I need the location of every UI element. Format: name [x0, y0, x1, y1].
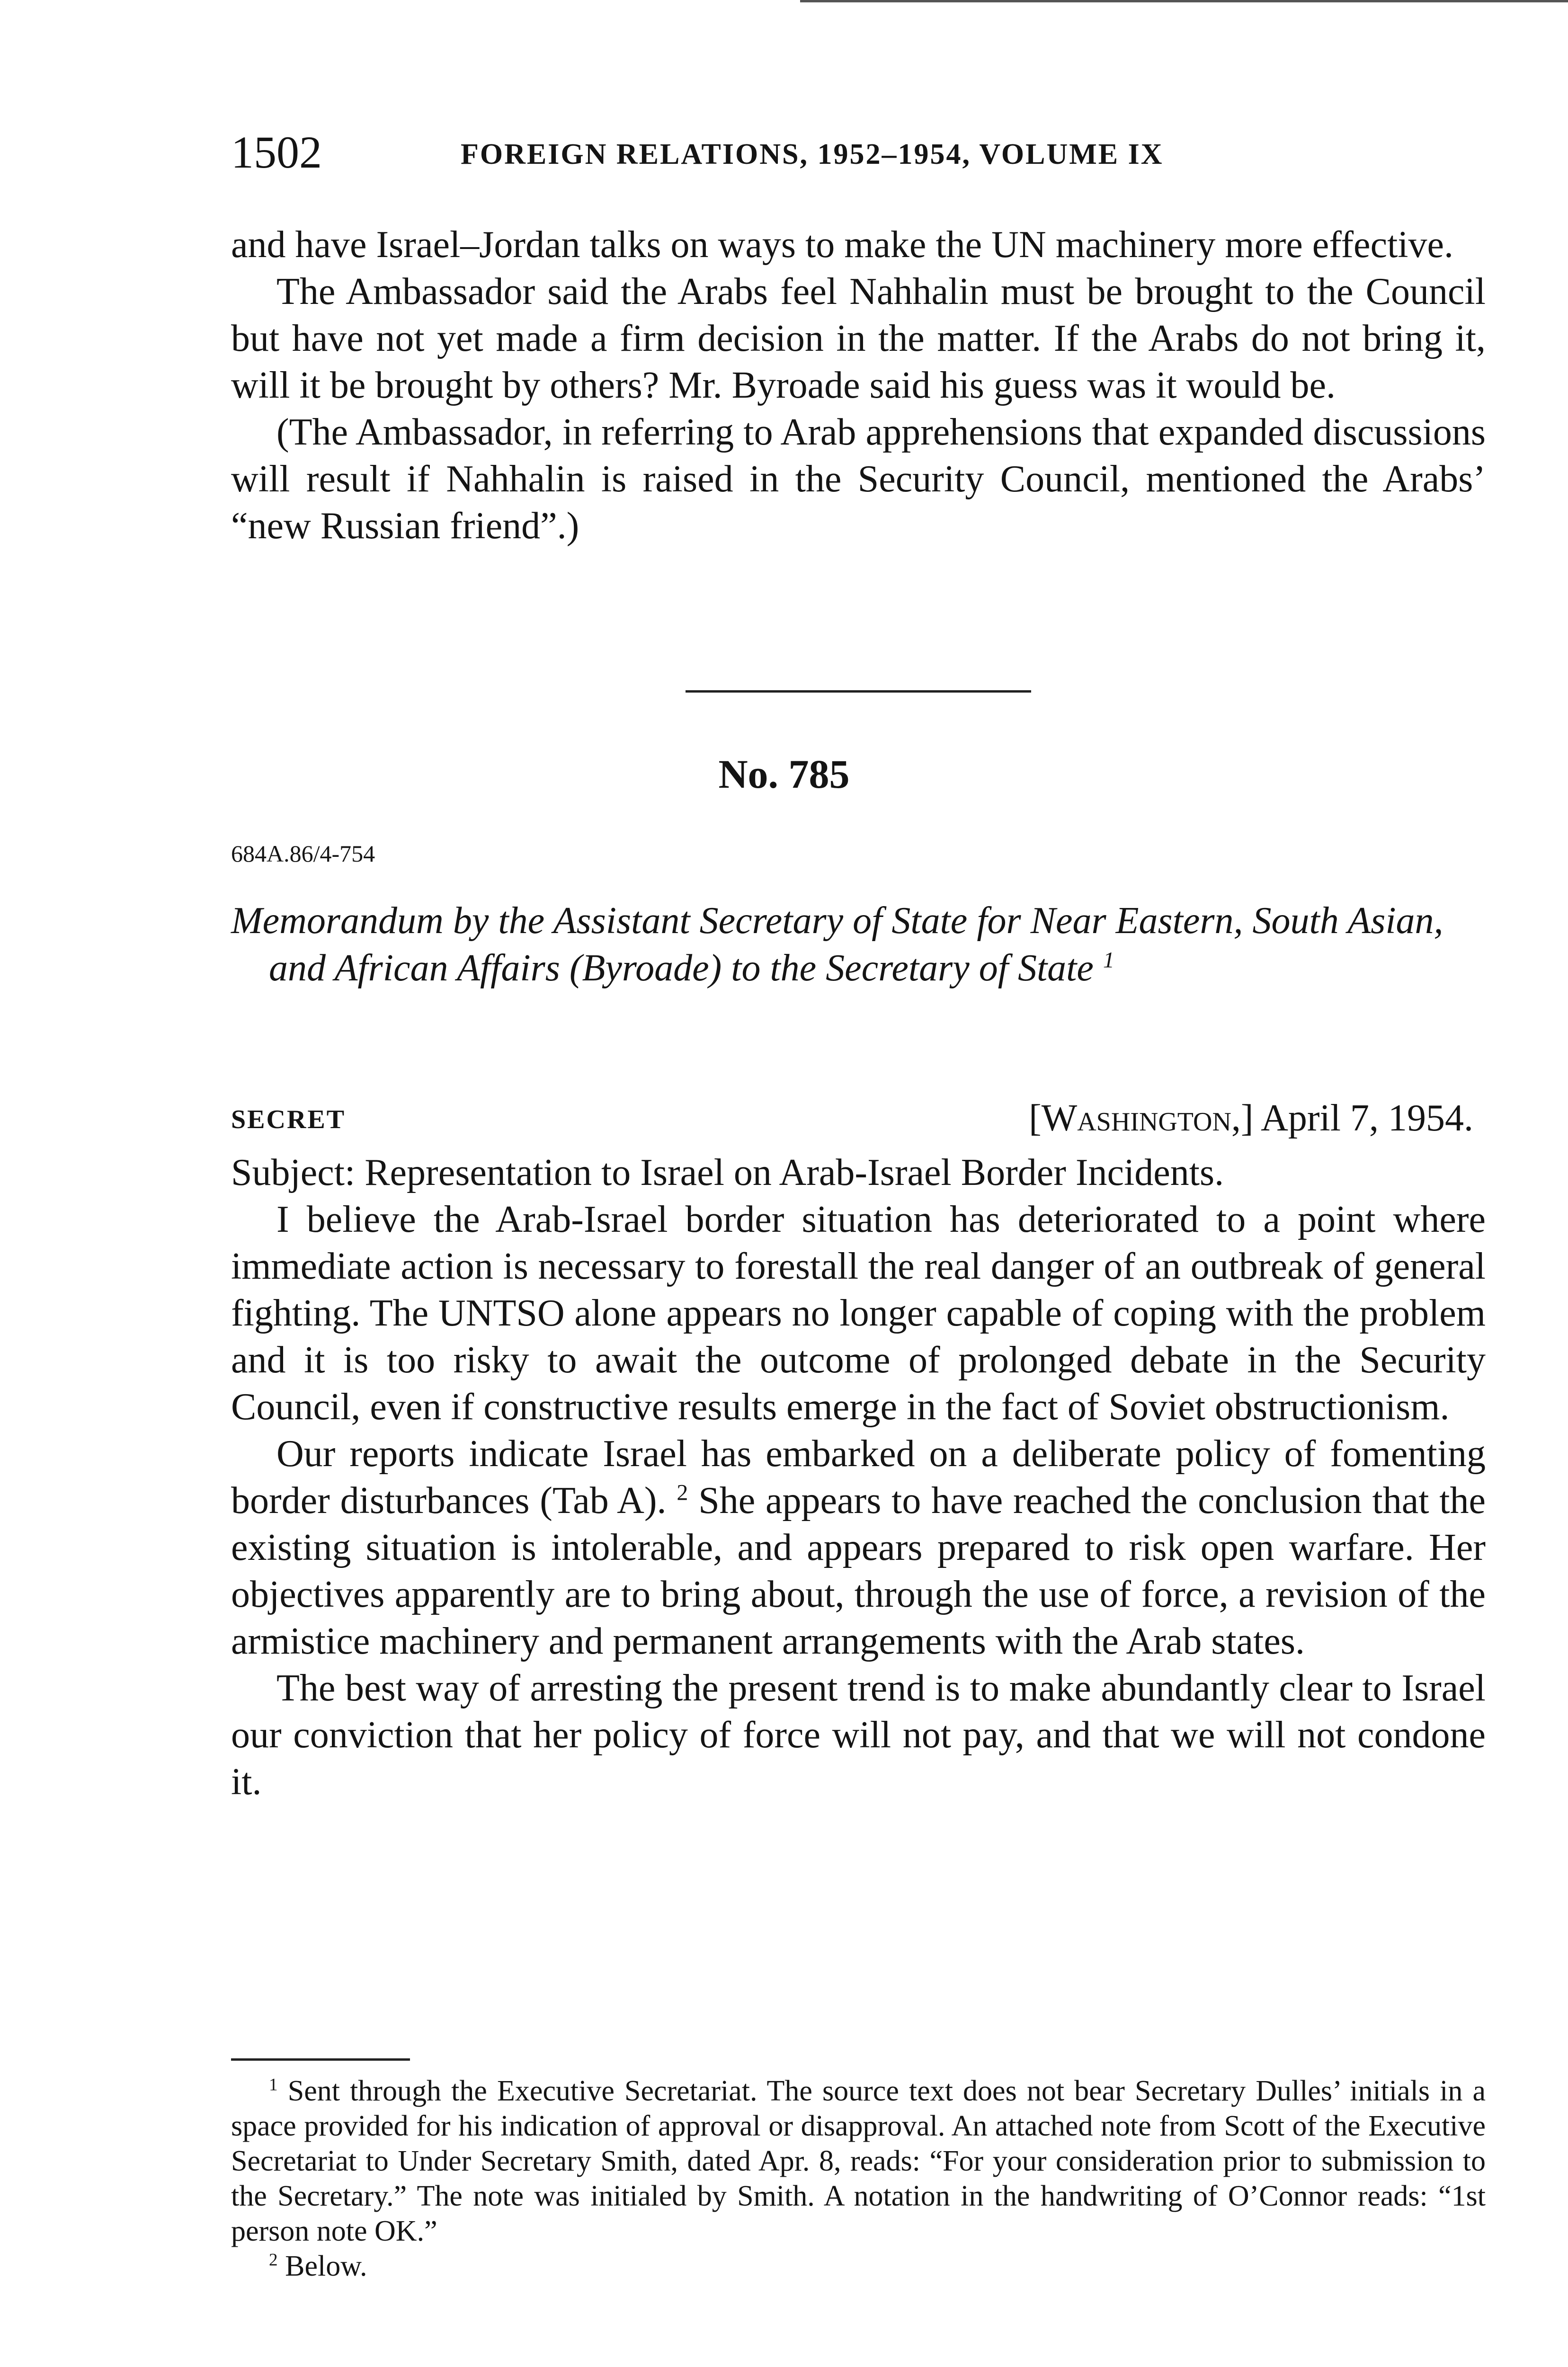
- footnote-ref: 2: [677, 1480, 688, 1505]
- footnote: [231, 2073, 1486, 2249]
- classification-marking: SECRET: [231, 1105, 346, 1134]
- page-number: 1502: [231, 127, 322, 178]
- section-divider: [686, 690, 1031, 693]
- document-number: No. 785: [718, 751, 850, 797]
- paragraph: (The Ambassador, in referring to Arab apprehensions that expanded discussions will result if Nahhalin is raised in the Security Council, mentioned the Arabs’ “new Russian friend”.): [231, 411, 1486, 547]
- paragraph: The best way of arresting the present trend is to make abundantly clear to Israel our conviction that her policy of force will not pay, and that we will not condone it.: [231, 1667, 1486, 1803]
- continued-text: [231, 222, 1486, 550]
- paragraph-text: She appears to have reached the conclusion that the existing situation is intolerable, and appears prepared to risk open warfare. Her objectives apparently are to bring about, through the use of force, a revision of the armistice machinery and permanent arrangements with the Arab states.: [231, 1480, 1486, 1662]
- page-header: [231, 124, 1481, 181]
- footnote-rule: [231, 2058, 410, 2061]
- document-title: [231, 897, 1486, 992]
- footnote: [231, 2249, 1486, 2284]
- paragraph: [231, 1431, 1486, 1665]
- footnote-ref: 1: [1103, 947, 1114, 973]
- footnote-mark: 1: [269, 2075, 278, 2095]
- paragraph: The Ambassador said the Arabs feel Nahhalin must be brought to the Council but have not yet made a firm decision in the matter. If the Arabs do not bring it, will it be brought by others? Mr. Byroade said his guess was it would be.: [231, 271, 1486, 406]
- running-head: FOREIGN RELATIONS, 1952–1954, VOLUME IX: [461, 138, 1164, 170]
- document-title-text: Memorandum by the Assistant Secretary of State for Near Eastern, South Asian, and African Affairs (Byroade) to the Secretary of State: [231, 900, 1443, 989]
- paragraph-text: Our reports indicate Israel has embarked on a deliberate policy of fomenting border disturbances (Tab A).: [231, 1433, 1486, 1522]
- paragraph: and have Israel–Jordan talks on ways to make the UN machinery more effective.: [231, 224, 1454, 266]
- date: April 7, 1954.: [1261, 1097, 1473, 1139]
- place: [Washington,]: [1029, 1097, 1254, 1139]
- place-and-date: [1029, 1095, 1473, 1142]
- subject-line: Subject: Representation to Israel on Arab-Israel Border Incidents.: [231, 1152, 1224, 1193]
- footnotes: [231, 2073, 1486, 2284]
- footnote-text: Below.: [285, 2250, 367, 2282]
- top-edge-rule: [800, 0, 1568, 2]
- footnote-text: Sent through the Executive Secretariat. The source text does not bear Secretary Dulles’ initials in a space provided for his indication of approval or disapproval. An attached note from Scott of the Executive Secretariat to Under Secretary Smith, dated Apr. 8, reads: “For your consideration prior to submission to the Secretary.” The note was initialed by Smith. A notation in the handwriting of O’Connor reads: “1st person note OK.”: [231, 2075, 1486, 2247]
- paragraph: I believe the Arab-Israel border situation has deteriorated to a point where immediate action is necessary to forestall the real danger of an outbreak of general fighting. The UNTSO alone appears no longer capable of coping with the problem and it is too risky to await the outcome of prolonged debate in the Security Council, even if constructive results emerge in the fact of Soviet obstructionism.: [231, 1199, 1486, 1428]
- file-code: 684A.86/4-754: [231, 840, 375, 867]
- footnote-mark: 2: [269, 2250, 278, 2270]
- memorandum-body: [231, 1149, 1486, 1806]
